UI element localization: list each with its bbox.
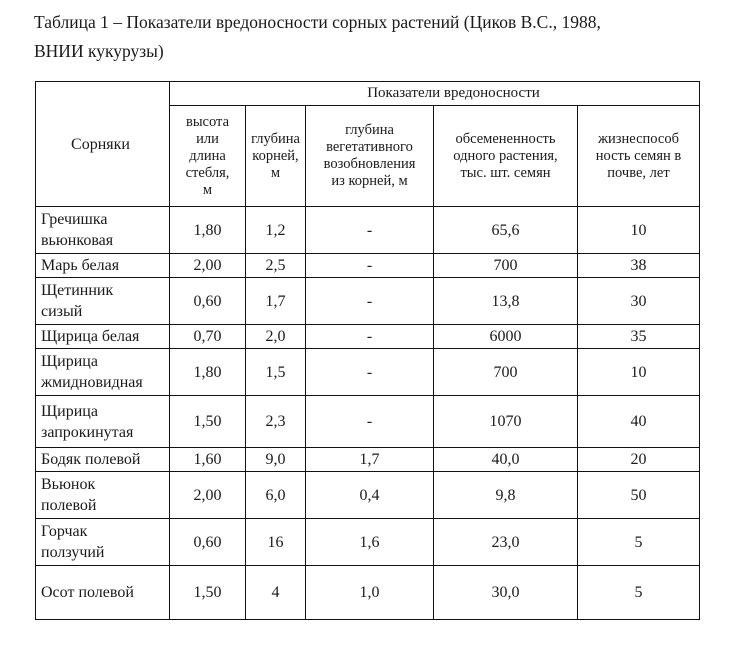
caption-line-1: Таблица 1 – Показатели вредоносности сорных растений (Циков В.С., 1988, [34, 12, 601, 32]
column-header-line: длина [189, 147, 226, 164]
column-header-5 [578, 106, 700, 207]
column-header-line: стебля, [185, 164, 230, 181]
value-cell: - [306, 349, 434, 396]
value-cell: 5 [578, 519, 700, 566]
column-header-line: м [202, 181, 213, 198]
value-cell: 1,60 [170, 448, 246, 472]
value-cell: 50 [578, 472, 700, 519]
table-row [36, 519, 700, 566]
weed-name-line: запрокинутая [41, 423, 134, 441]
value-cell: 9,8 [434, 472, 578, 519]
value-cell: 1,2 [246, 207, 306, 254]
weed-name-cell [36, 519, 170, 566]
table-row [36, 207, 700, 254]
weed-name-line: Горчак [41, 523, 88, 540]
value-cell: 0,60 [170, 519, 246, 566]
value-cell: - [306, 396, 434, 448]
value-cell: 2,00 [170, 254, 246, 278]
value-cell: 700 [434, 349, 578, 396]
value-cell: 10 [578, 349, 700, 396]
column-header-1 [170, 106, 246, 207]
column-header-line: вегетативного [326, 139, 413, 155]
column-header-line: глубина [345, 122, 394, 138]
value-cell: 1,7 [246, 278, 306, 325]
weed-name-line: Щетинник [41, 282, 114, 299]
column-header-line: или [196, 130, 219, 147]
value-cell: 2,5 [246, 254, 306, 278]
value-cell: - [306, 254, 434, 278]
weed-name-line: Бодяк полевой [41, 451, 141, 468]
value-cell: 0,60 [170, 278, 246, 325]
column-header-3 [306, 106, 434, 207]
weed-name-cell [36, 566, 170, 620]
value-cell: 5 [578, 566, 700, 620]
column-header-line: ность семян в [595, 147, 682, 164]
weed-name-line: полевой [41, 497, 97, 514]
table-caption [34, 8, 734, 66]
value-cell: 65,6 [434, 207, 578, 254]
value-cell: 40 [578, 396, 700, 448]
value-cell: 6,0 [246, 472, 306, 519]
value-cell: 1,80 [170, 349, 246, 396]
value-cell: 38 [578, 254, 700, 278]
value-cell: 35 [578, 325, 700, 349]
weed-name-cell [36, 207, 170, 254]
column-header-line: из корней, м [331, 173, 408, 189]
value-cell: 1,7 [306, 448, 434, 472]
weed-name-line: Осот полевой [41, 584, 134, 601]
weed-name-line: Щирица [41, 353, 98, 370]
table-row [36, 472, 700, 519]
weed-name-cell [36, 349, 170, 396]
value-cell: 2,00 [170, 472, 246, 519]
value-cell: 30 [578, 278, 700, 325]
value-cell: 700 [434, 254, 578, 278]
value-cell: - [306, 278, 434, 325]
value-cell: - [306, 325, 434, 349]
table-row [36, 325, 700, 349]
weed-name-line: вьюнковая [41, 232, 114, 249]
column-header-line: глубина [251, 130, 300, 147]
column-header-line: жизнеспособ [598, 130, 679, 147]
table-row [36, 566, 700, 620]
column-header-4 [434, 106, 578, 207]
value-cell: 23,0 [434, 519, 578, 566]
table-row [36, 448, 700, 472]
value-cell: 13,8 [434, 278, 578, 325]
value-cell: - [306, 207, 434, 254]
weed-name-line: жмидновидная [41, 374, 143, 391]
weed-harm-table [35, 81, 700, 620]
weed-name-cell [36, 254, 170, 278]
value-cell: 1,50 [170, 396, 246, 448]
column-header-line: м [270, 164, 281, 181]
value-cell: 0,70 [170, 325, 246, 349]
value-cell: 10 [578, 207, 700, 254]
weed-name-cell [36, 325, 170, 349]
corner-header: Сорняки [36, 82, 170, 207]
weed-name-line: Щирица белая [41, 328, 140, 345]
column-header-line: тыс. шт. семян [460, 164, 551, 181]
weed-name-line: Гречишка [41, 211, 108, 228]
value-cell: 1,5 [246, 349, 306, 396]
table-row [36, 349, 700, 396]
value-cell: 1,0 [306, 566, 434, 620]
table-row [36, 278, 700, 325]
column-header-2 [246, 106, 306, 207]
column-header-line: возобновления [323, 156, 416, 172]
value-cell: 1,6 [306, 519, 434, 566]
value-cell: 9,0 [246, 448, 306, 472]
weed-name-cell [36, 448, 170, 472]
column-header-line: корней, [252, 147, 299, 164]
column-header-line: высота [185, 113, 230, 130]
value-cell: 20 [578, 448, 700, 472]
column-header-line: одного растения, [453, 147, 558, 164]
weed-name-line: Марь белая [41, 257, 120, 274]
weed-name-line: Вьюнок [41, 476, 96, 493]
table-row [36, 254, 700, 278]
value-cell: 6000 [434, 325, 578, 349]
value-cell: 4 [246, 566, 306, 620]
weed-name-line: Щирица [41, 402, 98, 420]
column-header-line: почве, лет [607, 164, 670, 181]
weed-name-cell [36, 472, 170, 519]
weed-name-line: ползучий [41, 544, 105, 561]
value-cell: 1070 [434, 396, 578, 448]
value-cell: 2,0 [246, 325, 306, 349]
value-cell: 1,80 [170, 207, 246, 254]
weed-name-cell [36, 396, 170, 448]
weed-name-line: сизый [41, 303, 83, 320]
column-header-line: обсемененность [455, 130, 556, 147]
value-cell: 2,3 [246, 396, 306, 448]
value-cell: 16 [246, 519, 306, 566]
value-cell: 30,0 [434, 566, 578, 620]
group-header: Показатели вредоносности [170, 82, 700, 106]
value-cell: 40,0 [434, 448, 578, 472]
value-cell: 1,50 [170, 566, 246, 620]
caption-line-2: ВНИИ кукурузы) [34, 41, 164, 61]
value-cell: 0,4 [306, 472, 434, 519]
weed-name-cell [36, 278, 170, 325]
table-row [36, 396, 700, 448]
